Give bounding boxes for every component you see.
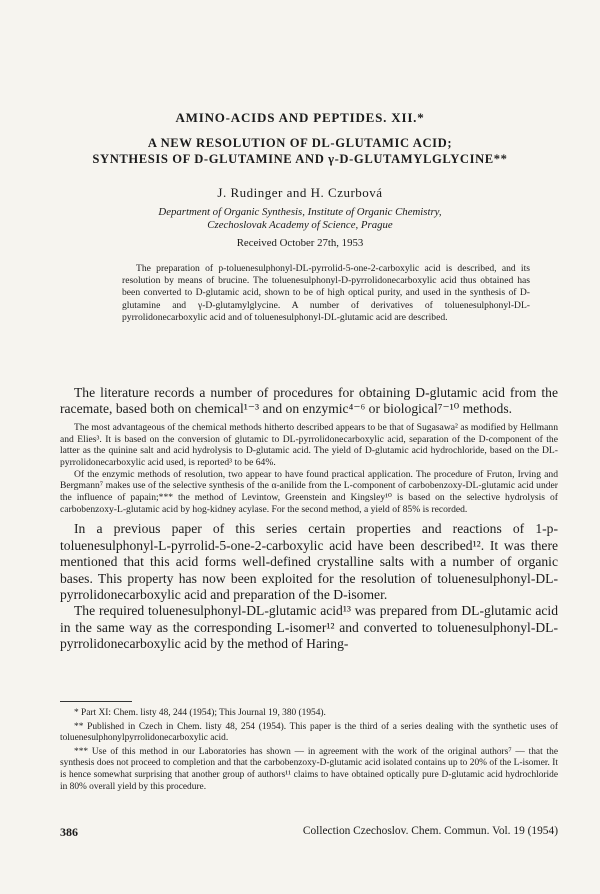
affiliation — [40, 206, 560, 232]
footnote-divider — [60, 701, 132, 702]
journal-running-footer: Collection Czechoslov. Chem. Commun. Vol. 19 (1954) — [302, 825, 558, 837]
footnote-2: ** Published in Czech in Chem. listy 48, 254 (1954). This paper is the third of a series dealing with the synthetic uses of toluenesulphonylpyrrolidonecarboxylic acid. — [60, 721, 558, 744]
title-block — [40, 110, 560, 167]
article-title-line-1: A NEW RESOLUTION OF DL-GLUTAMIC ACID; — [147, 136, 453, 150]
affiliation-line-1: Department of Organic Synthesis, Institute of Organic Chemistry, — [158, 206, 442, 218]
page-number: 386 — [60, 825, 78, 839]
article-title-line-2: SYNTHESIS OF D-GLUTAMINE AND γ-D-GLUTAMYLGLYCINE** — [92, 152, 508, 166]
affiliation-line-2: Czechoslovak Academy of Science, Prague — [207, 219, 393, 231]
footnotes — [60, 708, 558, 793]
body-paragraph-3: Of the enzymic methods of resolution, two appear to have found practical application. The procedure of Fruton, Irving and Bergmann⁷ makes use of the selective synthesis of the α-anilide from the L-component of carbobenzoxy-DL-glutamic acid under the influence of papain;*** the method of Levintow, Greenstein and Kingsley¹⁰ is based on the selective hydrolysis of carbobenzoxy-L-glutamic acid by hog-kidney acylase. For the second method, a yield of 85% is recorded. — [60, 468, 558, 515]
article-body — [60, 385, 558, 653]
body-paragraph-1: The literature records a number of procedures for obtaining D-glutamic acid from the racemate, based both on chemical¹⁻³ and on enzymic⁴⁻⁶ or biological⁷⁻¹⁰ methods. — [60, 385, 558, 417]
authors: J. Rudinger and H. Czurbová — [217, 185, 383, 200]
abstract — [122, 263, 530, 324]
body-paragraph-5: The required toluenesulphonyl-DL-glutamic acid¹³ was prepared from DL-glutamic acid in the same way as the corresponding L-isomer¹² and converted to toluenesulphonyl-DL-pyrrolidonecarboxylic acid by the method of Haring- — [60, 603, 558, 652]
footnote-3: *** Use of this method in our Laboratories has shown — in agreement with the work of the original authors⁷ — that the synthesis does not proceed to completion and that the carbobenzoxy-D-glutamic acid isolated contains up to 20% of the L-isomer. It is hence somewhat surprising that another group of authors¹¹ claims to have obtained optically pure D-glutamic acid hydrochloride in 80% overall yield by this procedure. — [60, 746, 558, 792]
footnote-1: * Part XI: Chem. listy 48, 244 (1954); This Journal 19, 380 (1954). — [74, 708, 326, 718]
received-date: Received October 27th, 1953 — [236, 237, 364, 249]
body-paragraph-2: The most advantageous of the chemical methods hitherto described appears to be that of Sugasawa² as modified by Hellmann and Elies³. It is based on the conversion of glutamic to DL-pyrrolidonecarboxylic acid, separation of the D-component of the latter as the quinine salt and acid hydrolysis to D-glutamic acid. The yield of D-glutamic acid hydrochloride, based on the DL-pyrrolidonecarboxylic acid used, is reported³ to be 64%. — [60, 421, 558, 468]
abstract-text: The preparation of p-toluenesulphonyl-DL-pyrrolid-5-one-2-carboxylic acid is described, and its resolution by means of brucine. The toluenesulphonyl-D-pyrrolidonecarboxylic acid thus obtained has been converted to D-glutamic acid, shown to be of high optical purity, and used in the synthesis of D-glutamine and γ-D-glutamylglycine. A number of derivatives of toluenesulphonyl-DL-pyrrolidonecarboxylic acid and of toluenesulphonyl-DL-glutamic acid are described. — [122, 263, 530, 323]
body-paragraph-4: In a previous paper of this series certain properties and reactions of 1-p-toluenesulphonyl-L-pyrrolid-5-one-2-carboxylic acid have been described¹². It was there mentioned that this acid forms well-defined crystalline salts with a number of organic bases. This property has now been exploited for the resolution of toluenesulphonyl-DL-pyrrolidonecarboxylic acid and preparation of the D-isomer. — [60, 521, 558, 603]
series-title: AMINO-ACIDS AND PEPTIDES. XII.* — [175, 110, 425, 125]
